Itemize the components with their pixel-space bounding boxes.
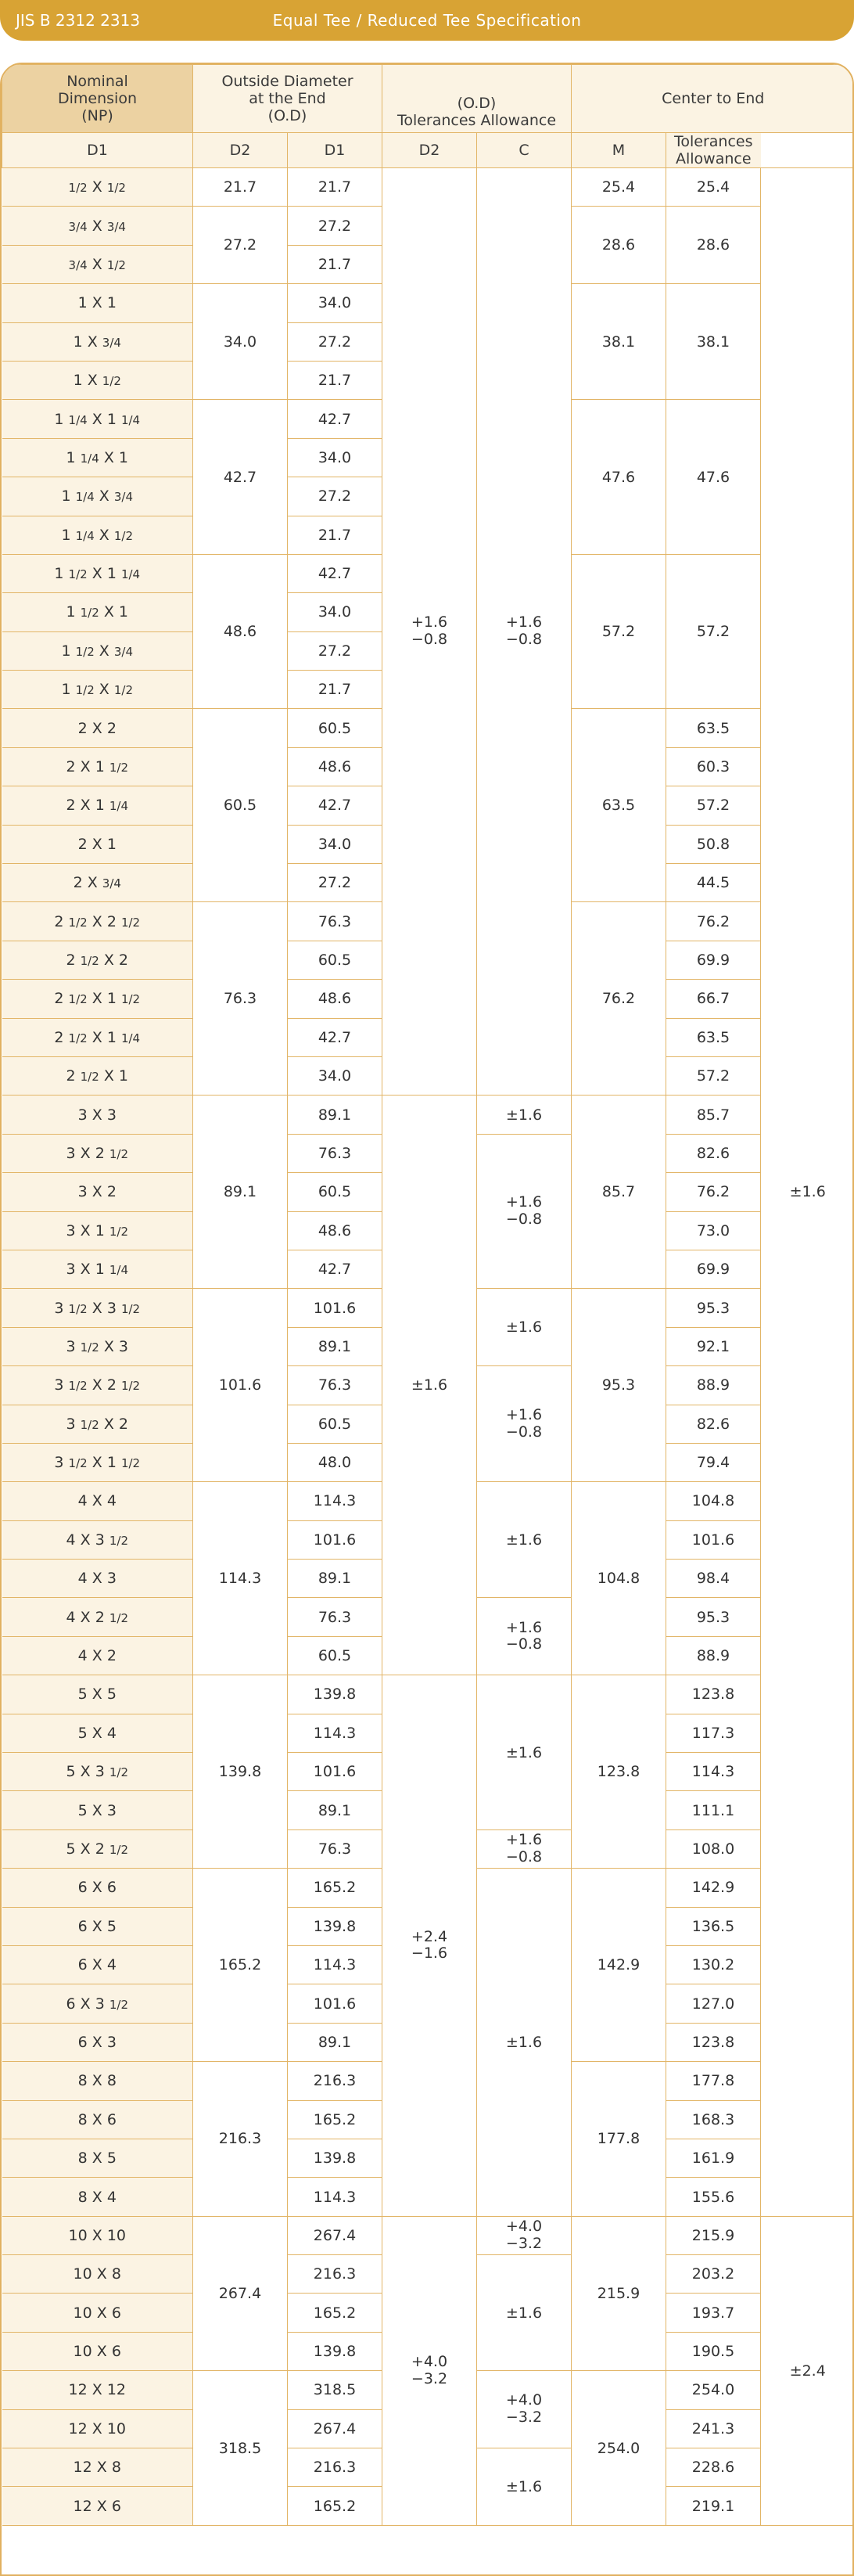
od-d2-cell: 21.7 (288, 168, 382, 207)
od-d2-cell: 76.3 (288, 1366, 382, 1405)
od-d2-cell: 101.6 (288, 1984, 382, 2023)
tolerance-d1-cell: +2.4 −1.6 (382, 1675, 477, 2216)
center-m-cell: 38.1 (666, 284, 761, 400)
od-d2-cell: 216.3 (288, 2448, 382, 2487)
center-c-cell: 57.2 (572, 554, 666, 709)
center-m-cell: 25.4 (666, 168, 761, 207)
center-m-cell: 44.5 (666, 864, 761, 902)
table-row (2, 168, 854, 207)
od-d2-cell: 60.5 (288, 709, 382, 747)
od-d2-cell: 318.5 (288, 2371, 382, 2409)
nominal-dimension-cell: 6 X 3 (2, 2023, 193, 2061)
od-d2-cell: 114.3 (288, 1945, 382, 1984)
od-d1-cell: 34.0 (193, 284, 288, 400)
od-d2-cell: 27.2 (288, 322, 382, 361)
nominal-dimension-cell: 10 X 6 (2, 2332, 193, 2370)
nominal-dimension-cell: 2 1/2 X 1 1/2 (2, 980, 193, 1018)
center-m-cell: 127.0 (666, 1984, 761, 2023)
nominal-dimension-cell: 2 X 3/4 (2, 864, 193, 902)
tolerance-d2-cell: ±1.6 (477, 2448, 572, 2526)
spec-table-container (0, 63, 854, 2576)
table-row (2, 1096, 854, 1134)
tolerance-d2-cell: +1.6 −0.8 (477, 1366, 572, 1482)
od-d2-cell: 76.3 (288, 1598, 382, 1636)
od-d2-cell: 42.7 (288, 1250, 382, 1288)
nominal-dimension-cell: 3/4 X 1/2 (2, 245, 193, 283)
od-d2-cell: 34.0 (288, 284, 382, 322)
header-c: C (477, 133, 572, 168)
center-m-cell: 123.8 (666, 2023, 761, 2061)
od-d2-cell: 114.3 (288, 1482, 382, 1520)
nominal-dimension-cell: 6 X 5 (2, 1907, 193, 1945)
od-d2-cell: 165.2 (288, 2294, 382, 2332)
center-m-cell: 69.9 (666, 1250, 761, 1288)
od-d1-cell: 48.6 (193, 554, 288, 709)
od-d2-cell: 42.7 (288, 786, 382, 825)
od-d1-cell: 60.5 (193, 709, 288, 902)
od-d1-cell: 27.2 (193, 207, 288, 284)
center-m-cell: 57.2 (666, 1056, 761, 1095)
center-m-cell: 241.3 (666, 2409, 761, 2448)
center-m-cell: 85.7 (666, 1096, 761, 1134)
nominal-dimension-cell: 1 1/4 X 1 (2, 438, 193, 477)
od-d2-cell: 139.8 (288, 2139, 382, 2177)
nominal-dimension-cell: 3 X 1 1/4 (2, 1250, 193, 1288)
center-m-cell: 117.3 (666, 1714, 761, 1752)
center-m-cell: 82.6 (666, 1134, 761, 1172)
center-m-cell: 76.2 (666, 1173, 761, 1211)
nominal-dimension-cell: 1 1/2 X 3/4 (2, 631, 193, 670)
od-d2-cell: 89.1 (288, 1560, 382, 1598)
table-row (2, 1675, 854, 1714)
spec-table-body (2, 168, 854, 2526)
header-tol-d1: D1 (288, 133, 382, 168)
nominal-dimension-cell: 3 1/2 X 1 1/2 (2, 1443, 193, 1481)
center-m-cell: 228.6 (666, 2448, 761, 2487)
nominal-dimension-cell: 3 1/2 X 3 (2, 1327, 193, 1365)
od-d2-cell: 101.6 (288, 1289, 382, 1327)
od-d1-cell: 42.7 (193, 400, 288, 555)
nominal-dimension-cell: 4 X 2 (2, 1636, 193, 1675)
tolerance-d2-cell: ±1.6 (477, 1675, 572, 1830)
od-d2-cell: 34.0 (288, 593, 382, 631)
tolerances-allowance-cell: ±1.6 (761, 168, 854, 2217)
nominal-dimension-cell: 5 X 3 1/2 (2, 1753, 193, 1791)
od-d2-cell: 76.3 (288, 1134, 382, 1172)
center-m-cell: 95.3 (666, 1289, 761, 1327)
center-m-cell: 73.0 (666, 1211, 761, 1250)
od-d2-cell: 165.2 (288, 1869, 382, 1907)
nominal-dimension-cell: 4 X 4 (2, 1482, 193, 1520)
nominal-dimension-cell: 4 X 3 1/2 (2, 1520, 193, 1559)
tolerance-d2-cell: +1.6 −0.8 (477, 1829, 572, 1868)
od-d2-cell: 34.0 (288, 438, 382, 477)
od-d1-cell: 139.8 (193, 1675, 288, 1869)
od-d2-cell: 42.7 (288, 554, 382, 592)
tolerance-d2-cell: ±1.6 (477, 2255, 572, 2371)
nominal-dimension-cell: 4 X 3 (2, 1560, 193, 1598)
center-c-cell: 63.5 (572, 709, 666, 902)
nominal-dimension-cell: 3 X 2 1/2 (2, 1134, 193, 1172)
center-m-cell: 177.8 (666, 2062, 761, 2100)
nominal-dimension-cell: 12 X 12 (2, 2371, 193, 2409)
header-outside-diameter: Outside Diameter at the End (O.D) (193, 65, 382, 133)
center-m-cell: 111.1 (666, 1791, 761, 1829)
tolerance-d2-cell: ±1.6 (477, 1289, 572, 1366)
od-d2-cell: 48.6 (288, 980, 382, 1018)
center-m-cell: 95.3 (666, 1598, 761, 1636)
od-d2-cell: 165.2 (288, 2487, 382, 2525)
od-d2-cell: 76.3 (288, 1829, 382, 1868)
od-d2-cell: 21.7 (288, 671, 382, 709)
center-m-cell: 79.4 (666, 1443, 761, 1481)
tolerance-d2-cell: ±1.6 (477, 1096, 572, 1134)
od-d2-cell: 101.6 (288, 1520, 382, 1559)
nominal-dimension-cell: 2 X 2 (2, 709, 193, 747)
od-d2-cell: 60.5 (288, 1173, 382, 1211)
nominal-dimension-cell: 6 X 6 (2, 1869, 193, 1907)
center-m-cell: 215.9 (666, 2216, 761, 2254)
od-d2-cell: 42.7 (288, 1018, 382, 1056)
nominal-dimension-cell: 5 X 4 (2, 1714, 193, 1752)
center-c-cell: 142.9 (572, 1869, 666, 2062)
standard-label: JIS B 2312 2313 (16, 11, 141, 30)
od-d2-cell: 34.0 (288, 825, 382, 863)
od-d1-cell: 216.3 (193, 2062, 288, 2217)
center-m-cell: 57.2 (666, 786, 761, 825)
nominal-dimension-cell: 1 X 1/2 (2, 361, 193, 399)
nominal-dimension-cell: 1 X 3/4 (2, 322, 193, 361)
nominal-dimension-cell: 10 X 8 (2, 2255, 193, 2294)
tolerance-d2-cell: +4.0 −3.2 (477, 2216, 572, 2254)
nominal-dimension-cell: 2 1/2 X 2 (2, 941, 193, 979)
center-m-cell: 101.6 (666, 1520, 761, 1559)
od-d2-cell: 139.8 (288, 1907, 382, 1945)
od-d2-cell: 114.3 (288, 2178, 382, 2216)
od-d1-cell: 101.6 (193, 1289, 288, 1482)
center-m-cell: 50.8 (666, 825, 761, 863)
od-d1-cell: 21.7 (193, 168, 288, 207)
nominal-dimension-cell: 3 X 1 1/2 (2, 1211, 193, 1250)
header-od-d2: D2 (193, 133, 288, 168)
nominal-dimension-cell: 8 X 6 (2, 2100, 193, 2139)
nominal-dimension-cell: 1 X 1 (2, 284, 193, 322)
od-d1-cell: 114.3 (193, 1482, 288, 1675)
page-title: Equal Tee / Reduced Tee Specification (272, 11, 582, 30)
nominal-dimension-cell: 1 1/2 X 1/2 (2, 671, 193, 709)
od-d2-cell: 48.6 (288, 747, 382, 786)
nominal-dimension-cell: 3 1/2 X 2 1/2 (2, 1366, 193, 1405)
center-m-cell: 88.9 (666, 1366, 761, 1405)
header-nominal-dimension: Nominal Dimension (NP) (2, 65, 193, 133)
center-c-cell: 47.6 (572, 400, 666, 555)
center-m-cell: 142.9 (666, 1869, 761, 1907)
center-c-cell: 177.8 (572, 2062, 666, 2217)
od-d2-cell: 89.1 (288, 1096, 382, 1134)
center-c-cell: 28.6 (572, 207, 666, 284)
od-d2-cell: 89.1 (288, 2023, 382, 2061)
center-m-cell: 155.6 (666, 2178, 761, 2216)
title-bar (0, 0, 854, 41)
tolerance-d2-cell: +4.0 −3.2 (477, 2371, 572, 2448)
nominal-dimension-cell: 2 1/2 X 2 1/2 (2, 902, 193, 941)
center-m-cell: 98.4 (666, 1560, 761, 1598)
tolerance-d1-cell: +1.6 −0.8 (382, 168, 477, 1096)
center-m-cell: 193.7 (666, 2294, 761, 2332)
nominal-dimension-cell: 2 X 1 1/4 (2, 786, 193, 825)
od-d2-cell: 60.5 (288, 1636, 382, 1675)
nominal-dimension-cell: 3/4 X 3/4 (2, 207, 193, 245)
center-c-cell: 254.0 (572, 2371, 666, 2526)
center-m-cell: 92.1 (666, 1327, 761, 1365)
od-d1-cell: 89.1 (193, 1096, 288, 1289)
od-d2-cell: 76.3 (288, 902, 382, 941)
center-c-cell: 104.8 (572, 1482, 666, 1675)
nominal-dimension-cell: 6 X 3 1/2 (2, 1984, 193, 2023)
od-d1-cell: 165.2 (193, 1869, 288, 2062)
center-m-cell: 60.3 (666, 747, 761, 786)
center-m-cell: 63.5 (666, 1018, 761, 1056)
tolerance-d2-cell: +1.6 −0.8 (477, 1134, 572, 1289)
center-m-cell: 57.2 (666, 554, 761, 709)
center-m-cell: 66.7 (666, 980, 761, 1018)
center-m-cell: 76.2 (666, 902, 761, 941)
center-m-cell: 136.5 (666, 1907, 761, 1945)
nominal-dimension-cell: 8 X 5 (2, 2139, 193, 2177)
od-d2-cell: 267.4 (288, 2216, 382, 2254)
nominal-dimension-cell: 1/2 X 1/2 (2, 168, 193, 207)
center-m-cell: 254.0 (666, 2371, 761, 2409)
tolerance-d2-cell: ±1.6 (477, 1482, 572, 1598)
center-m-cell: 63.5 (666, 709, 761, 747)
center-c-cell: 123.8 (572, 1675, 666, 1869)
nominal-dimension-cell: 8 X 8 (2, 2062, 193, 2100)
tolerances-allowance-cell: ±2.4 (761, 2216, 854, 2525)
od-d2-cell: 34.0 (288, 1056, 382, 1095)
od-d2-cell: 216.3 (288, 2255, 382, 2294)
nominal-dimension-cell: 12 X 6 (2, 2487, 193, 2525)
nominal-dimension-cell: 10 X 6 (2, 2294, 193, 2332)
center-m-cell: 108.0 (666, 1829, 761, 1868)
nominal-dimension-cell: 2 X 1 1/2 (2, 747, 193, 786)
header-od-d1: D1 (2, 133, 193, 168)
od-d2-cell: 48.6 (288, 1211, 382, 1250)
nominal-dimension-cell: 1 1/4 X 1 1/4 (2, 400, 193, 438)
center-m-cell: 82.6 (666, 1405, 761, 1443)
od-d2-cell: 216.3 (288, 2062, 382, 2100)
center-c-cell: 85.7 (572, 1096, 666, 1289)
center-c-cell: 38.1 (572, 284, 666, 400)
header-od-tolerances: (O.D) Tolerances Allowance (382, 65, 572, 133)
od-d2-cell: 60.5 (288, 941, 382, 979)
center-c-cell: 215.9 (572, 2216, 666, 2371)
nominal-dimension-cell: 1 1/4 X 3/4 (2, 477, 193, 516)
nominal-dimension-cell: 5 X 5 (2, 1675, 193, 1714)
spec-table (2, 64, 854, 2526)
nominal-dimension-cell: 12 X 10 (2, 2409, 193, 2448)
nominal-dimension-cell: 3 1/2 X 3 1/2 (2, 1289, 193, 1327)
nominal-dimension-cell: 2 1/2 X 1 (2, 1056, 193, 1095)
center-m-cell: 219.1 (666, 2487, 761, 2525)
od-d1-cell: 318.5 (193, 2371, 288, 2526)
center-m-cell: 161.9 (666, 2139, 761, 2177)
center-m-cell: 47.6 (666, 400, 761, 555)
od-d2-cell: 27.2 (288, 864, 382, 902)
center-c-cell: 76.2 (572, 902, 666, 1096)
nominal-dimension-cell: 3 X 3 (2, 1096, 193, 1134)
nominal-dimension-cell: 4 X 2 1/2 (2, 1598, 193, 1636)
nominal-dimension-cell: 8 X 4 (2, 2178, 193, 2216)
center-m-cell: 190.5 (666, 2332, 761, 2370)
od-d2-cell: 114.3 (288, 1714, 382, 1752)
od-d2-cell: 27.2 (288, 631, 382, 670)
nominal-dimension-cell: 5 X 3 (2, 1791, 193, 1829)
od-d2-cell: 165.2 (288, 2100, 382, 2139)
header-tol-d2: D2 (382, 133, 477, 168)
header-m: M (572, 133, 666, 168)
center-c-cell: 25.4 (572, 168, 666, 207)
od-d2-cell: 48.0 (288, 1443, 382, 1481)
nominal-dimension-cell: 1 1/2 X 1 1/4 (2, 554, 193, 592)
nominal-dimension-cell: 10 X 10 (2, 2216, 193, 2254)
od-d2-cell: 89.1 (288, 1791, 382, 1829)
center-m-cell: 168.3 (666, 2100, 761, 2139)
center-m-cell: 104.8 (666, 1482, 761, 1520)
nominal-dimension-cell: 6 X 4 (2, 1945, 193, 1984)
tolerance-d1-cell: ±1.6 (382, 1096, 477, 1675)
nominal-dimension-cell: 2 X 1 (2, 825, 193, 863)
nominal-dimension-cell: 1 1/2 X 1 (2, 593, 193, 631)
nominal-dimension-cell: 3 1/2 X 2 (2, 1405, 193, 1443)
od-d2-cell: 60.5 (288, 1405, 382, 1443)
tolerance-d2-cell: +1.6 −0.8 (477, 168, 572, 1096)
center-c-cell: 95.3 (572, 1289, 666, 1482)
od-d2-cell: 27.2 (288, 207, 382, 245)
od-d2-cell: 89.1 (288, 1327, 382, 1365)
header-center-to-end: Center to End (572, 65, 854, 133)
center-m-cell: 130.2 (666, 1945, 761, 1984)
center-m-cell: 88.9 (666, 1636, 761, 1675)
od-d2-cell: 21.7 (288, 361, 382, 399)
nominal-dimension-cell: 12 X 8 (2, 2448, 193, 2487)
tolerance-d2-cell: +1.6 −0.8 (477, 1598, 572, 1675)
od-d2-cell: 101.6 (288, 1753, 382, 1791)
tolerance-d2-cell: ±1.6 (477, 1869, 572, 2217)
nominal-dimension-cell: 2 1/2 X 1 1/4 (2, 1018, 193, 1056)
od-d2-cell: 42.7 (288, 400, 382, 438)
od-d1-cell: 76.3 (193, 902, 288, 1096)
center-m-cell: 203.2 (666, 2255, 761, 2294)
header-tolerances-allowance: Tolerances Allowance (666, 133, 761, 168)
center-m-cell: 28.6 (666, 207, 761, 284)
od-d2-cell: 139.8 (288, 1675, 382, 1714)
center-m-cell: 123.8 (666, 1675, 761, 1714)
nominal-dimension-cell: 1 1/4 X 1/2 (2, 516, 193, 554)
od-d2-cell: 139.8 (288, 2332, 382, 2370)
nominal-dimension-cell: 5 X 2 1/2 (2, 1829, 193, 1868)
nominal-dimension-cell: 3 X 2 (2, 1173, 193, 1211)
tolerance-d1-cell: +4.0 −3.2 (382, 2216, 477, 2525)
od-d1-cell: 267.4 (193, 2216, 288, 2371)
od-d2-cell: 27.2 (288, 477, 382, 516)
od-d2-cell: 267.4 (288, 2409, 382, 2448)
od-d2-cell: 21.7 (288, 245, 382, 283)
od-d2-cell: 21.7 (288, 516, 382, 554)
center-m-cell: 69.9 (666, 941, 761, 979)
table-row (2, 2216, 854, 2254)
center-m-cell: 114.3 (666, 1753, 761, 1791)
